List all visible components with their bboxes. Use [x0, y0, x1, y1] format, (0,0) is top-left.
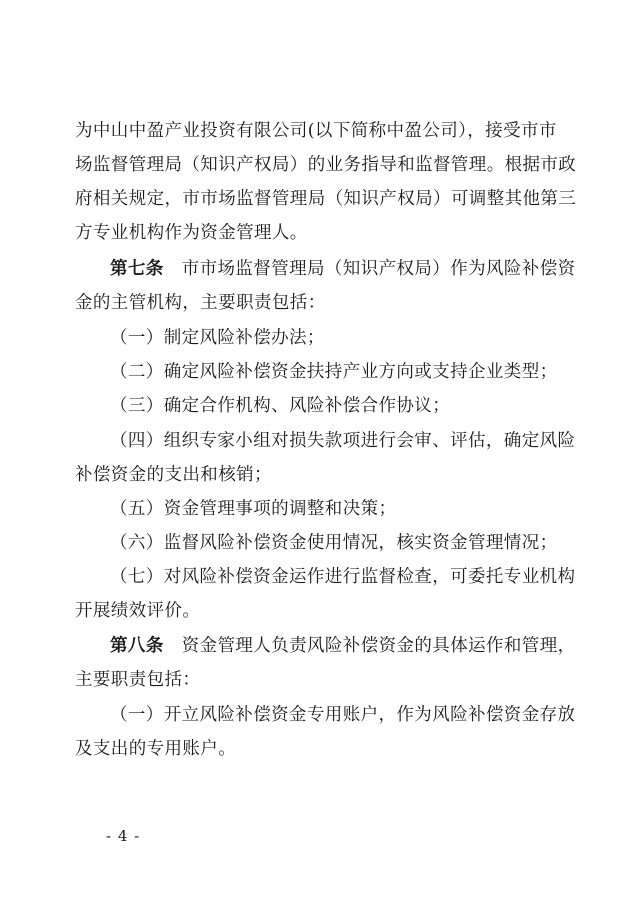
item-text: 开展绩效评价。 [75, 601, 201, 621]
page-number: - 4 - [106, 827, 141, 845]
article-7-item-6 [110, 526, 558, 560]
article-8-item-1-continued [75, 732, 236, 766]
line-text: 府相关规定，市市场监督管理局（知识产权局）可调整其他第三 [75, 189, 577, 209]
item-text: （四）组织专家小组对损失款项进行会审、评估，确定风险 [110, 431, 576, 451]
line-text: 为中山中盈产业投资有限公司(以下简称中盈公司），接受市市 [75, 121, 557, 141]
article-7-item-2 [110, 355, 558, 389]
article-7-title: 第七条 [110, 259, 164, 279]
article-7-item-1 [110, 321, 325, 355]
article-7-item-7 [110, 560, 575, 594]
item-text: （一）开立风险补偿资金专用账户，作为风险补偿资金存放 [110, 705, 576, 725]
article-8-item-1 [110, 698, 575, 732]
item-text: （六）监督风险补偿资金使用情况，核实资金管理情况； [110, 533, 558, 553]
item-text: （二）确定风险补偿资金扶持产业方向或支持企业类型； [110, 362, 558, 382]
article-7-item-7-continued [75, 594, 200, 628]
article-8-text-line-1: 资金管理人负责风险补偿资金的具体运作和管理， [181, 636, 576, 656]
article-7-item-5 [110, 492, 396, 526]
paragraph-line [75, 216, 308, 250]
paragraph-line [75, 182, 576, 216]
article-7-item-3 [110, 389, 450, 423]
line-text: 场监督管理局（知识产权局）的业务指导和监督管理。根据市政 [75, 155, 577, 175]
paragraph-line [75, 148, 576, 182]
line-text: 方专业机构作为资金管理人。 [75, 223, 308, 243]
article-7-heading-line [110, 252, 576, 286]
item-text: 及支出的专用账户。 [75, 739, 237, 759]
article-7-item-4 [110, 424, 575, 458]
article-8-heading-line [110, 629, 576, 663]
line-text: 主要职责包括： [75, 670, 201, 690]
paragraph-line [75, 114, 557, 148]
article-7-text-line-2 [75, 286, 326, 320]
item-text: 补偿资金的支出和核销； [75, 465, 272, 485]
line-text: 金的主管机构，主要职责包括： [75, 293, 326, 313]
article-7-item-4-continued [75, 458, 272, 492]
item-text: （五）资金管理事项的调整和决策； [110, 499, 397, 519]
item-text: （一）制定风险补偿办法； [110, 328, 325, 348]
article-7-text-line-1: 市市场监督管理局（知识产权局）作为风险补偿资 [181, 259, 576, 279]
article-8-text-line-2 [75, 663, 200, 697]
article-8-title: 第八条 [110, 636, 164, 656]
item-text: （三）确定合作机构、风险补偿合作协议； [110, 396, 451, 416]
item-text: （七）对风险补偿资金运作进行监督检查，可委托专业机构 [110, 567, 576, 587]
